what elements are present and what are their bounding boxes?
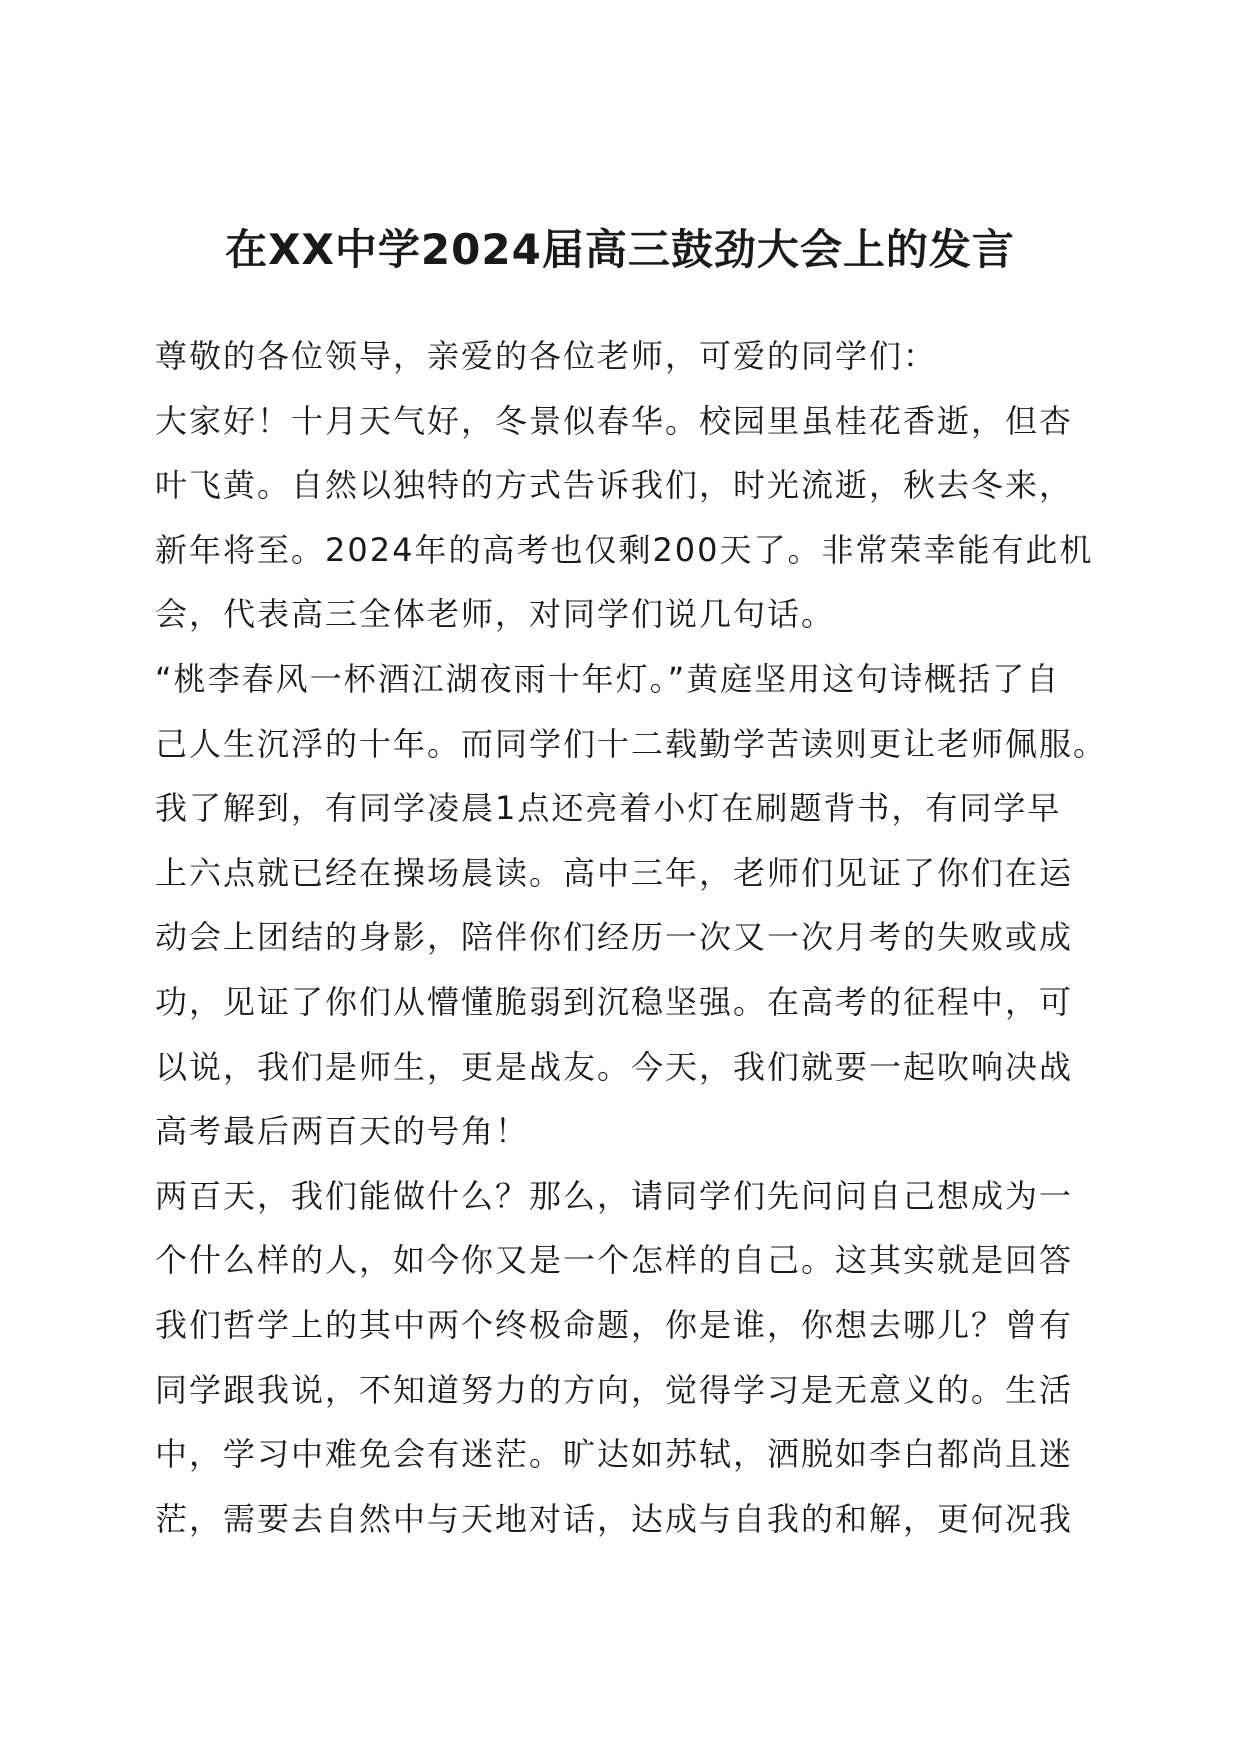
body-line: 我了解到，有同学凌晨1点还亮着小灯在刷题背书，有同学早 (155, 789, 1062, 828)
body-line: 中，学习中难免会有迷茫。旷达如苏轼，洒脱如李白都尚且迷 (155, 1435, 1074, 1474)
body-line: 两百天，我们能做什么？那么，请同学们先问问自己想成为一 (155, 1176, 1074, 1215)
body-line: 茫，需要去自然中与天地对话，达成与自我的和解，更何况我 (155, 1499, 1074, 1538)
document-title: 在XX中学2024届高三鼓劲大会上的发言 (225, 225, 1015, 274)
body-line: 尊敬的各位领导，亲爱的各位老师，可爱的同学们： (155, 337, 938, 375)
body-line: 上六点就已经在操场晨读。高中三年，老师们见证了你们在运 (155, 853, 1074, 892)
body-line: 以说，我们是师生，更是战友。今天，我们就要一起吹响决战 (155, 1047, 1074, 1086)
body-line: 叶飞黄。自然以独特的方式告诉我们，时光流逝，秋去冬来， (155, 466, 1074, 505)
body-line: 功，见证了你们从懵懂脆弱到沉稳坚强。在高考的征程中，可 (155, 982, 1074, 1021)
body-line: 我们哲学上的其中两个终极命题，你是谁，你想去哪儿？曾有 (155, 1305, 1074, 1344)
body-line: 个什么样的人，如今你又是一个怎样的自己。这其实就是回答 (155, 1241, 1074, 1280)
body-line: 同学跟我说，不知道努力的方向，觉得学习是无意义的。生活 (155, 1370, 1074, 1409)
body-line: 新年将至。2024年的高考也仅剩200天了。非常荣幸能有此机 (155, 530, 1094, 569)
document-body (155, 324, 1108, 1551)
body-line: 动会上团结的身影，陪伴你们经历一次又一次月考的失败或成 (155, 918, 1074, 957)
body-line: 高考最后两百天的号角！ (155, 1112, 530, 1151)
body-line: 己人生沉浮的十年。而同学们十二载勤学苦读则更让老师佩服。 (155, 724, 1108, 763)
body-line: “桃李春风一杯酒江湖夜雨十年灯。”黄庭坚用这句诗概括了自 (155, 659, 1061, 698)
body-line: 会，代表高三全体老师，对同学们说几句话。 (155, 595, 836, 634)
body-line: 大家好！十月天气好，冬景似春华。校园里虽桂花香逝，但杏 (155, 401, 1074, 440)
